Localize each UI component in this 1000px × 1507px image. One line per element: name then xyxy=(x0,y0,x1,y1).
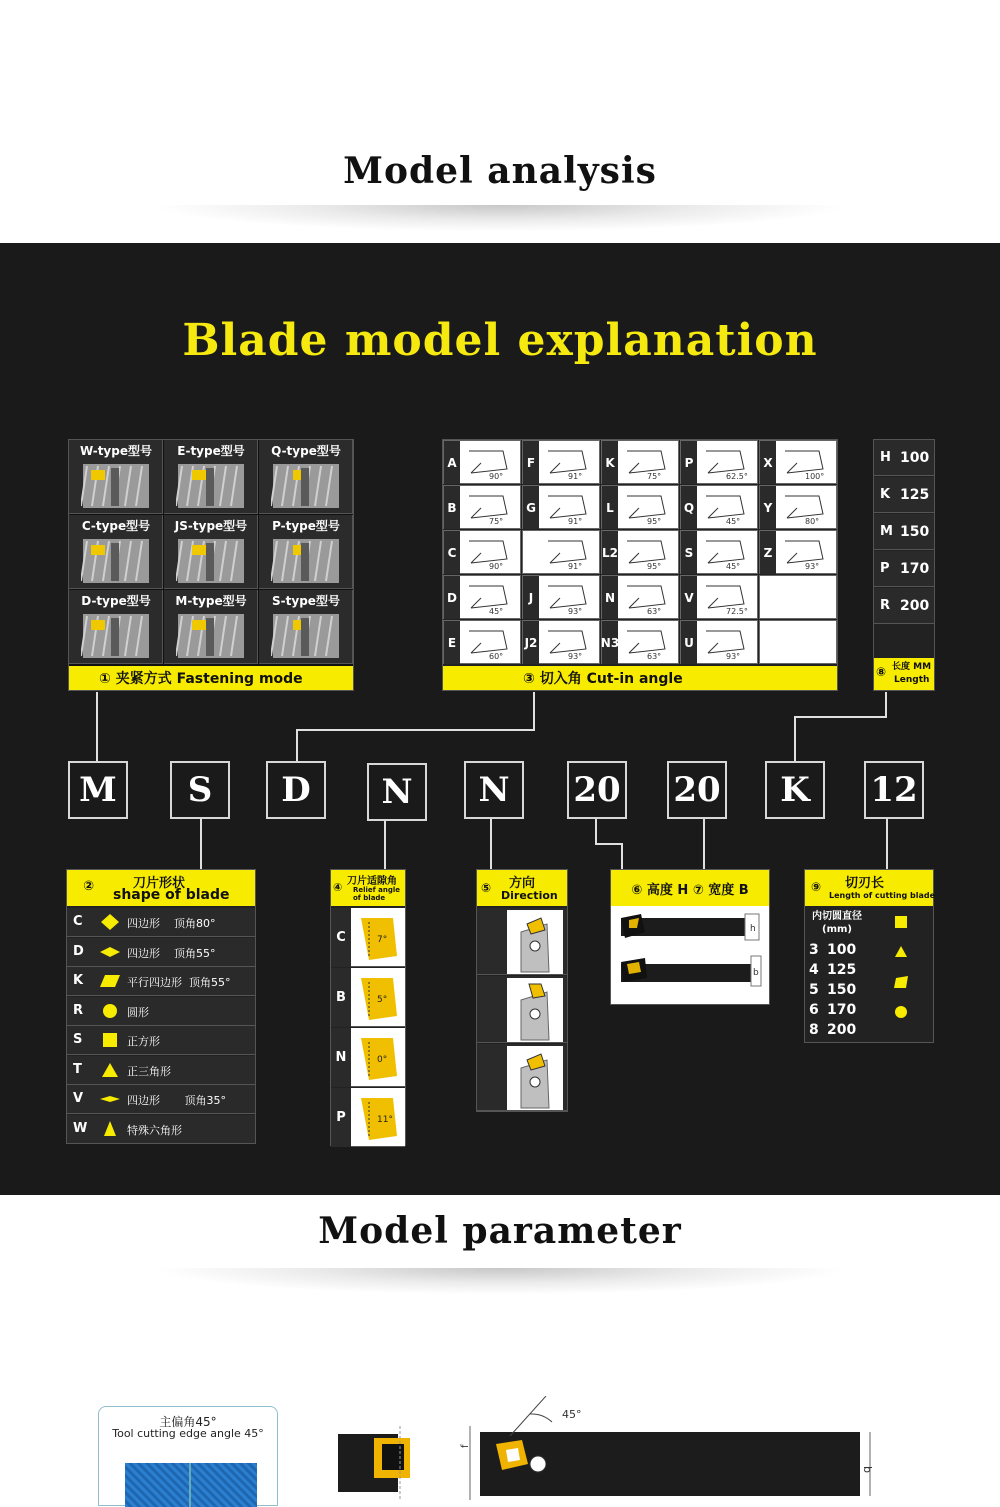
shape-title-cn: 刀片形状 xyxy=(133,876,186,891)
tool-angle-card-divider xyxy=(189,1463,191,1507)
shape-header xyxy=(67,870,255,906)
cut-in-angle-cell xyxy=(443,620,521,664)
code-letter-8: K xyxy=(765,761,825,819)
cutlen-row xyxy=(805,1000,875,1020)
tool-parameter-drawing xyxy=(330,1396,890,1500)
code-letter-9: 12 xyxy=(864,761,924,819)
rhombus80-shape-icon xyxy=(99,912,121,932)
direction-row xyxy=(477,976,567,1043)
cutlen-row xyxy=(805,1020,875,1040)
fastening-type-label: P-type型号 xyxy=(272,519,340,533)
cutlen-code: 6 xyxy=(809,1002,819,1018)
direction-row xyxy=(477,908,567,975)
cut-in-angle-cell xyxy=(759,530,837,574)
cut-in-angle-value: 75° xyxy=(489,517,504,526)
cut-in-angle-cell xyxy=(443,530,521,574)
cut-in-angle-diagram xyxy=(621,623,677,663)
square-shape-icon xyxy=(895,916,907,928)
fastening-mode-label: ① 夹紧方式 Fastening mode xyxy=(69,666,353,690)
blade-model-panel xyxy=(0,243,1000,1195)
cut-in-angle-value: 45° xyxy=(489,607,504,616)
fastening-type-label: JS-type型号 xyxy=(174,519,248,533)
cut-in-letter: N xyxy=(602,576,618,619)
cutlen-value: 125 xyxy=(827,962,857,978)
cut-in-letter: C xyxy=(444,531,460,574)
heading-shadow xyxy=(160,1268,840,1294)
fastening-diagram-image xyxy=(81,460,151,510)
direction-num: ⑤ xyxy=(481,881,492,895)
cutlen-sub-unit: (mm) xyxy=(822,924,852,935)
cut-in-angle-diagram xyxy=(779,488,835,528)
connector-line xyxy=(384,821,386,869)
cut-in-angle-diagram xyxy=(542,443,598,483)
shape-code: K xyxy=(73,973,84,988)
cut-in-angle-value: 91° xyxy=(568,517,583,526)
cut-in-letter: F xyxy=(523,441,539,484)
cutlen-code: 4 xyxy=(809,962,819,978)
blade-model-title: Blade model explanation xyxy=(182,315,818,366)
cutlen-title-en: Length of cutting blade xyxy=(829,891,936,900)
cut-in-angle-cell xyxy=(759,620,837,664)
circle-shape-icon xyxy=(895,1006,907,1018)
cut-in-angle-cell xyxy=(443,440,521,484)
cut-in-angle-cell xyxy=(522,575,600,619)
cut-in-angle-diagram xyxy=(700,443,756,483)
fastening-type-cell xyxy=(259,590,353,664)
cut-in-angle-value: 90° xyxy=(489,562,504,571)
connector-line xyxy=(794,716,796,762)
length-label-en: Length xyxy=(894,675,930,685)
fastening-type-cell xyxy=(164,440,258,514)
shape-description: 正方形 xyxy=(127,1035,160,1048)
shape-row xyxy=(67,908,255,937)
square-shape-icon xyxy=(99,1030,121,1050)
relief-angle-diagram xyxy=(357,1032,401,1082)
cut-in-angle-diagram xyxy=(779,443,835,483)
angle-45-label: 45° xyxy=(562,1408,582,1421)
cut-in-letter: Y xyxy=(760,486,776,529)
connector-line xyxy=(96,692,98,762)
fastening-diagram-image xyxy=(176,535,246,585)
cut-in-angle-cell xyxy=(680,575,758,619)
code-letter-2: S xyxy=(170,761,230,819)
cutlen-value: 100 xyxy=(827,942,857,958)
cutlen-code: 5 xyxy=(809,982,819,998)
fastening-diagram-image xyxy=(271,460,341,510)
cut-in-angle-value: 95° xyxy=(647,517,662,526)
relief-header xyxy=(331,870,405,906)
cutlen-row xyxy=(805,940,875,960)
parallelogram-shape-icon xyxy=(99,971,121,991)
connector-line xyxy=(296,729,535,731)
fastening-mode-table xyxy=(68,439,354,691)
cut-in-angle-value: 91° xyxy=(568,472,583,481)
fastening-type-cell xyxy=(69,590,163,664)
cut-in-angle-diagram xyxy=(542,488,598,528)
cut-in-angle-value: 62.5° xyxy=(726,472,748,481)
fastening-type-label: Q-type型号 xyxy=(271,444,341,458)
connector-line xyxy=(595,819,597,845)
relief-angle-value: 11° xyxy=(377,1115,393,1125)
code-letter-3: D xyxy=(266,761,326,819)
cut-in-letter: P xyxy=(681,441,697,484)
fastening-diagram-image xyxy=(81,610,151,660)
tool-h-label: h xyxy=(750,924,756,934)
shape-description: 四边形 顶角80° xyxy=(127,917,216,930)
code-letter-5: N xyxy=(464,761,524,819)
relief-row xyxy=(331,908,405,967)
triangle-shape-icon xyxy=(895,946,907,957)
cut-in-angle-cell xyxy=(522,530,600,574)
length-label-num: ⑧ xyxy=(876,665,887,679)
height-width-header: ⑥ 高度 H ⑦ 宽度 B xyxy=(611,870,769,906)
length-value: 200 xyxy=(900,598,930,614)
length-code: H xyxy=(880,450,891,465)
code-letter-1: M xyxy=(68,761,128,819)
cut-in-angle-diagram xyxy=(542,623,598,663)
cut-in-angle-value: 100° xyxy=(805,472,825,481)
tool-b-label: b xyxy=(753,968,759,978)
length-code: M xyxy=(880,524,893,539)
cut-in-angle-value: 45° xyxy=(726,562,741,571)
tool-angle-card-image xyxy=(125,1463,257,1507)
connector-line xyxy=(886,819,888,869)
cut-in-angle-value: 93° xyxy=(568,607,583,616)
fastening-type-label: W-type型号 xyxy=(80,444,152,458)
hexagon-shape-icon xyxy=(99,1119,121,1139)
direction-title-en: Direction xyxy=(501,889,558,902)
cut-in-angle-cell xyxy=(680,620,758,664)
direction-table xyxy=(476,869,568,1112)
tool-angle-card xyxy=(98,1406,278,1506)
fastening-type-label: C-type型号 xyxy=(81,519,151,533)
cut-in-angle-diagram xyxy=(463,488,519,528)
relief-angle-value: 0° xyxy=(377,1055,388,1065)
fastening-type-cell xyxy=(259,440,353,514)
relief-angle-value: 5° xyxy=(377,995,388,1005)
cut-in-angle-cell xyxy=(443,575,521,619)
relief-code: P xyxy=(331,1088,351,1147)
cut-in-angle-value: 63° xyxy=(647,607,662,616)
fastening-diagram-image xyxy=(176,460,246,510)
connector-line xyxy=(621,843,623,869)
shape-code: W xyxy=(73,1120,88,1136)
fastening-diagram-image xyxy=(81,535,151,585)
cutlen-row xyxy=(805,980,875,1000)
cutlen-shape-icons xyxy=(887,908,917,1042)
cut-in-angle-cell xyxy=(680,440,758,484)
length-label xyxy=(874,658,934,690)
connector-line xyxy=(794,716,887,718)
cutlen-subheader xyxy=(807,910,867,936)
cut-in-angle-value: 93° xyxy=(726,652,741,661)
cut-in-letter: B xyxy=(444,486,460,529)
cut-in-angle-diagram xyxy=(700,578,756,618)
cut-in-angle-diagram xyxy=(463,623,519,663)
cut-in-angle-cell xyxy=(680,530,758,574)
cut-in-angle-cell xyxy=(443,485,521,529)
fastening-type-cell xyxy=(69,515,163,589)
cut-in-letter: J xyxy=(523,576,539,619)
dim-f-label: f xyxy=(460,1444,471,1448)
cut-in-letter: D xyxy=(444,576,460,619)
shape-row xyxy=(67,938,255,967)
shape-code: V xyxy=(73,1091,84,1106)
cut-in-angle-diagram xyxy=(700,623,756,663)
relief-title-en: Relief angle of blade xyxy=(353,886,401,902)
length-value: 170 xyxy=(900,561,930,577)
cutlen-code: 8 xyxy=(809,1022,819,1038)
cut-in-angle-value: 95° xyxy=(647,562,662,571)
cut-in-letter: L xyxy=(602,486,618,529)
connector-line xyxy=(703,819,705,869)
cut-in-angle-diagram xyxy=(779,533,835,573)
cut-in-angle-cell xyxy=(601,440,679,484)
cut-in-letter: U xyxy=(681,621,697,664)
shape-num: ② xyxy=(83,879,95,894)
cut-in-letter: X xyxy=(760,441,776,484)
length-code: P xyxy=(880,561,890,576)
cut-in-letter: V xyxy=(681,576,697,619)
relief-code: N xyxy=(331,1028,351,1087)
shape-title-en: shape of blade xyxy=(113,887,230,903)
connector-line xyxy=(885,692,887,718)
cut-in-letter: J2 xyxy=(523,621,539,664)
length-row xyxy=(874,551,934,587)
cut-in-angle-diagram xyxy=(542,533,598,573)
cut-in-letter: A xyxy=(444,441,460,484)
connector-line xyxy=(490,819,492,869)
relief-title-cn: 刀片适隙角 xyxy=(347,876,397,887)
tool-holder-images xyxy=(617,912,765,1000)
cut-in-angle-diagram xyxy=(463,578,519,618)
shape-description: 四边形 顶角55° xyxy=(127,946,216,960)
cut-in-letter: E xyxy=(444,621,460,664)
cut-in-letter: N3 xyxy=(602,621,618,664)
cut-in-angle-diagram xyxy=(700,533,756,573)
cut-in-letter: Q xyxy=(681,486,697,529)
cut-in-angle-cell xyxy=(522,440,600,484)
cut-in-angle-cell xyxy=(759,575,837,619)
shape-code: C xyxy=(73,914,83,929)
cut-in-angle-diagram xyxy=(621,488,677,528)
length-row xyxy=(874,588,934,624)
direction-diagram xyxy=(507,978,563,1042)
cut-in-angle-label: ③ 切入角 Cut-in angle xyxy=(443,666,837,690)
cut-in-angle-value: 93° xyxy=(805,562,820,571)
cut-in-angle-value: 75° xyxy=(647,472,662,481)
shape-description: 特殊六角形 xyxy=(127,1123,182,1137)
cut-in-angle-cell xyxy=(759,440,837,484)
cutlen-row xyxy=(805,960,875,980)
cut-in-angle-cell xyxy=(601,530,679,574)
length-label-cn: 长度 MM xyxy=(892,662,932,672)
circle-shape-icon xyxy=(99,1001,121,1021)
cutlen-sub-cn: 内切圆直径 xyxy=(812,911,862,922)
cut-in-angle-diagram xyxy=(463,443,519,483)
direction-diagram xyxy=(507,910,563,974)
code-letter-7: 20 xyxy=(667,761,727,819)
length-table xyxy=(873,439,935,691)
cut-in-angle-cell xyxy=(759,485,837,529)
fastening-type-label: M-type型号 xyxy=(175,594,247,608)
shape-row xyxy=(67,1085,255,1114)
direction-header xyxy=(477,870,567,906)
shape-code: D xyxy=(73,943,84,959)
cut-in-angle-diagram xyxy=(621,533,677,573)
shape-row xyxy=(67,967,255,996)
cut-in-angle-diagram xyxy=(542,578,598,618)
fastening-diagram-image xyxy=(271,535,341,585)
direction-title-cn: 方向 xyxy=(509,876,536,891)
connector-line xyxy=(595,843,623,845)
shape-row xyxy=(67,1026,255,1055)
relief-angle-diagram xyxy=(357,1092,401,1142)
cut-in-angle-diagram xyxy=(700,488,756,528)
cutlen-title-cn: 切刃长 xyxy=(845,876,885,891)
relief-code: C xyxy=(331,908,351,967)
cut-in-angle-cell xyxy=(522,620,600,664)
relief-angle-diagram xyxy=(357,912,401,962)
fastening-type-cell xyxy=(69,440,163,514)
fastening-type-cell xyxy=(164,515,258,589)
tool-angle-card-en: Tool cutting edge angle 45° xyxy=(112,1427,264,1440)
direction-row xyxy=(477,1044,567,1111)
cut-in-angle-cell xyxy=(601,575,679,619)
length-row xyxy=(874,514,934,550)
cutlen-num: ⑨ xyxy=(811,880,822,894)
tool-angle-card-cn: 主偏角45° xyxy=(159,1415,217,1429)
cut-in-angle-diagram xyxy=(463,533,519,573)
connector-line xyxy=(533,692,535,730)
cut-in-angle-diagram xyxy=(621,578,677,618)
cut-in-letter: G xyxy=(523,486,539,529)
shape-row xyxy=(67,1056,255,1085)
shape-description: 圆形 xyxy=(127,1005,149,1019)
cut-in-angle-cell xyxy=(601,620,679,664)
connector-line xyxy=(296,729,298,762)
cutlen-header xyxy=(805,870,936,906)
shape-row xyxy=(67,1115,255,1144)
cut-in-angle-value: 80° xyxy=(805,517,820,526)
relief-row xyxy=(331,968,405,1027)
cut-in-angle-value: 45° xyxy=(726,517,741,526)
relief-angle-diagram xyxy=(357,972,401,1022)
section-heading-model-analysis: Model analysis xyxy=(343,150,657,192)
code-letter-4: N xyxy=(367,763,427,821)
cut-in-angle-cell xyxy=(522,485,600,529)
heading-shadow xyxy=(160,205,840,231)
relief-angle-table xyxy=(330,869,406,1146)
fastening-type-label: E-type型号 xyxy=(177,444,245,458)
section-heading-model-parameter: Model parameter xyxy=(318,1210,682,1252)
length-code: K xyxy=(880,487,891,502)
cut-in-angle-diagram xyxy=(621,443,677,483)
relief-row xyxy=(331,1028,405,1087)
cut-in-letter: Z xyxy=(760,531,776,574)
cut-in-angle-value: 72.5° xyxy=(726,607,748,616)
shape-description: 四边形 顶角35° xyxy=(127,1094,226,1107)
fastening-type-cell xyxy=(259,515,353,589)
shape-code: S xyxy=(73,1032,83,1047)
length-value: 150 xyxy=(900,524,930,540)
shape-description: 平行四边形 顶角55° xyxy=(127,976,231,989)
cut-in-letter: S xyxy=(681,531,697,574)
rhombus55-shape-icon xyxy=(99,942,121,962)
fastening-type-label: D-type型号 xyxy=(81,594,151,608)
fastening-diagram-image xyxy=(176,610,246,660)
fastening-type-label: S-type型号 xyxy=(272,594,340,608)
rhombus35-shape-icon xyxy=(99,1089,121,1109)
shape-row xyxy=(67,997,255,1026)
connector-line xyxy=(200,819,202,869)
shape-of-blade-table xyxy=(66,869,256,1144)
cut-in-angle-value: 91° xyxy=(568,562,583,571)
height-width-table xyxy=(610,869,770,1005)
shape-code: T xyxy=(73,1061,82,1077)
cut-in-angle-value: 93° xyxy=(568,652,583,661)
cut-in-letter: L2 xyxy=(602,531,618,574)
cutlen-value: 150 xyxy=(827,982,857,998)
cut-in-angle-value: 90° xyxy=(489,472,504,481)
parallelogram-shape-icon xyxy=(894,976,908,988)
dim-b-label: b xyxy=(861,1466,874,1473)
fastening-diagram-image xyxy=(271,610,341,660)
relief-num: ④ xyxy=(333,881,343,894)
cutting-length-table xyxy=(804,869,934,1043)
shape-code: R xyxy=(73,1002,84,1018)
direction-diagram xyxy=(507,1046,563,1110)
cut-in-angle-cell xyxy=(680,485,758,529)
cut-in-angle-value: 63° xyxy=(647,652,662,661)
length-value: 125 xyxy=(900,487,930,503)
length-code: R xyxy=(880,598,891,613)
triangle-shape-icon xyxy=(99,1060,121,1080)
relief-row xyxy=(331,1088,405,1147)
relief-angle-value: 7° xyxy=(377,935,388,945)
length-row xyxy=(874,440,934,476)
cutlen-value: 200 xyxy=(827,1022,857,1038)
cut-in-letter: K xyxy=(602,441,618,484)
cutlen-code: 3 xyxy=(809,942,819,958)
cutlen-value: 170 xyxy=(827,1002,857,1018)
fastening-type-cell xyxy=(164,590,258,664)
length-row xyxy=(874,477,934,513)
cut-in-angle-value: 60° xyxy=(489,652,504,661)
relief-code: B xyxy=(331,968,351,1027)
length-value: 100 xyxy=(900,450,930,466)
shape-description: 正三角形 xyxy=(127,1064,171,1078)
code-letter-6: 20 xyxy=(567,761,627,819)
cut-in-angle-table xyxy=(442,439,838,691)
cut-in-angle-cell xyxy=(601,485,679,529)
